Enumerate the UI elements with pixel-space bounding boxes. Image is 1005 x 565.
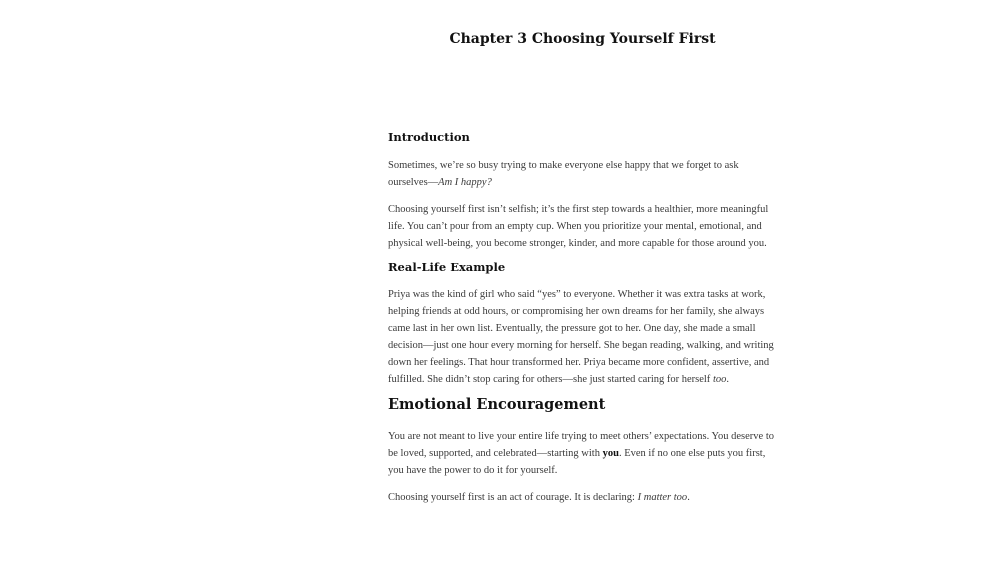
introduction-p1-text: Sometimes, we’re so busy trying to make everyone else happy that we forget to ask ourselves—	[388, 160, 739, 188]
real-life-example-heading: Real-Life Example	[388, 260, 506, 274]
introduction-paragraph-1	[388, 157, 780, 191]
real-life-example-paragraph	[388, 286, 780, 388]
real-life-p1-text: Priya was the kind of girl who said “yes” to everyone. Whether it was extra tasks at work, helping friends at odd hours, or compromising her own dreams for her family, she always came last in her own list. Eventually, the pressure got to her. One day, she made a small decision—just one hour every morning for herself. She began reading, walking, and writing down her feelings. That hour transformed her. Priya became more confident, assertive, and fulfilled. She didn’t stop caring for others—she just started caring for herself	[388, 289, 774, 385]
encouragement-p1-bold: you	[602, 448, 619, 459]
encouragement-p2-end: .	[687, 492, 690, 503]
encouragement-p1-text: You are not meant to live your entire life trying to meet others’ expectations. You deserve to be loved, supported, and celebrated—starting with	[388, 431, 774, 459]
encouragement-p2-text: Choosing yourself first is an act of courage. It is declaring:	[388, 492, 638, 503]
encouragement-p1-end: . Even if no one else puts you first, you have the power to do it for yourself.	[388, 448, 766, 476]
emotional-encouragement-heading: Emotional Encouragement	[388, 396, 606, 413]
encouragement-p2-italic: I matter too	[637, 492, 688, 503]
chapter-body	[388, 128, 780, 506]
introduction-paragraph-2: Choosing yourself first isn’t selfish; it’s the first step towards a healthier, more meaningful life. You can’t pour from an empty cup. When you prioritize your mental, emotional, and physical well-being, you become stronger, kinder, and more capable for those around you.	[388, 204, 769, 249]
introduction-heading: Introduction	[388, 130, 470, 144]
emotional-encouragement-paragraph-2	[388, 489, 780, 506]
introduction-p1-italic: Am I happy?	[438, 177, 492, 188]
real-life-p1-italic: too	[712, 374, 727, 385]
real-life-p1-end: .	[726, 374, 729, 385]
emotional-encouragement-paragraph-1	[388, 428, 780, 479]
chapter-title: Chapter 3 Choosing Yourself First	[449, 31, 716, 47]
